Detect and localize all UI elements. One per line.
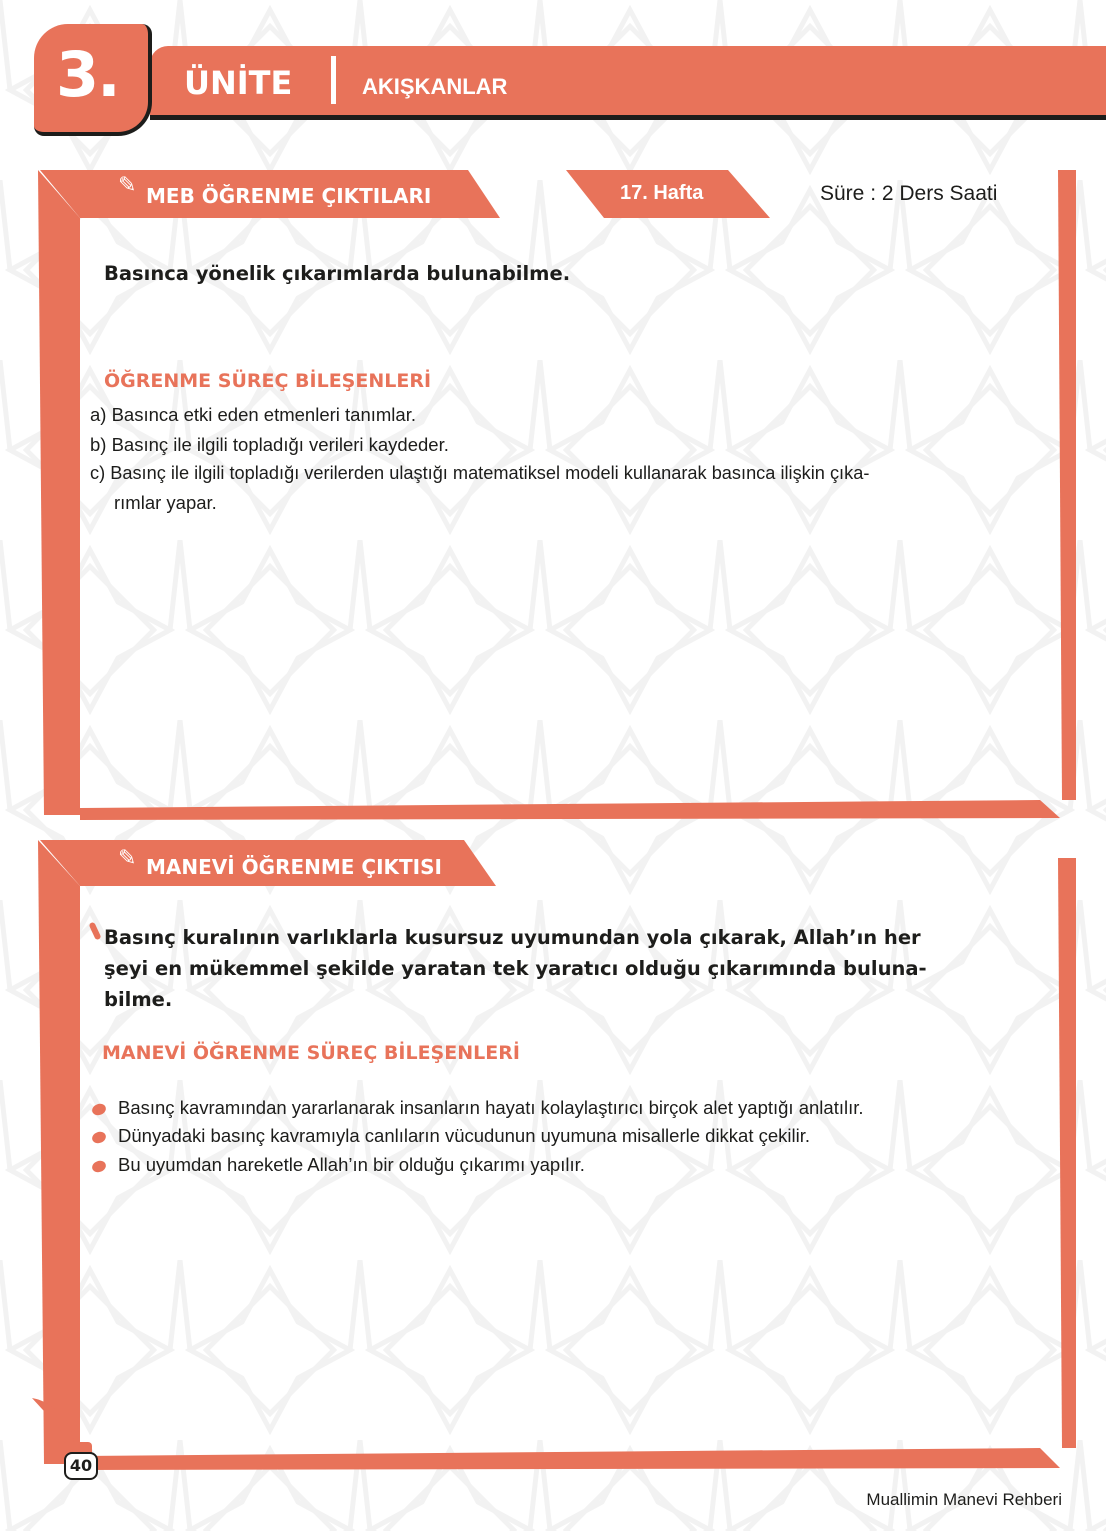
unit-number: 3. (56, 38, 119, 111)
manevi-tab-title: MANEVİ ÖĞRENME ÇIKTISI (146, 855, 442, 879)
meb-process-item: a) Basınca etki eden etmenleri tanımlar. (90, 404, 416, 425)
meb-process-item: b) Basınç ile ilgili topladığı verileri kaydeder. (90, 434, 449, 455)
manevi-process-item: Bu uyumdan hareketle Allah’ın bir olduğu çıkarımı yapılır. (118, 1154, 585, 1175)
meb-process-item: c) Basınç ile ilgili topladığı verilerden ulaştığı matematiksel modeli kullanarak basınca ilişkin çıka- (90, 463, 870, 483)
page-number: 40 (64, 1452, 98, 1480)
feather-icon: ✎ (118, 845, 137, 870)
week-label: 17. Hafta (620, 182, 704, 204)
manevi-process-item: Dünyadaki basınç kavramıyla canlıların vücudunun uyumuna misallerle dikkat çekilir. (118, 1125, 811, 1146)
meb-outcome: Basınca yönelik çıkarımlarda bulunabilme. (104, 262, 571, 285)
manevi-outcome-line: Basınç kuralının varlıklarla kusursuz uyumundan yola çıkarak, Allah’ın her (104, 926, 921, 949)
manevi-outcome-line: şeyi en mükemmel şekilde yaratan tek yaratıcı olduğu çıkarımında buluna- (104, 957, 927, 980)
manevi-process-item: Basınç kavramından yararlanarak insanların hayatı kolaylaştırıcı birçok alet yaptığı anlatılır. (118, 1097, 864, 1118)
unit-header-bar (150, 46, 1106, 120)
unit-label: ÜNİTE (184, 64, 293, 102)
duration-label: Süre : 2 Ders Saati (820, 182, 998, 205)
meb-tab-title: MEB ÖĞRENME ÇIKTILARI (146, 184, 432, 208)
feather-icon: ✎ (118, 172, 137, 197)
meb-process-title: ÖĞRENME SÜREÇ BİLEŞENLERİ (104, 370, 432, 392)
manevi-outcome-line: bilme. (104, 988, 173, 1011)
manevi-process-title: MANEVİ ÖĞRENME SÜREÇ BİLEŞENLERİ (102, 1042, 520, 1064)
book-title: Muallimin Manevi Rehberi (866, 1490, 1062, 1509)
meb-process-item-continued: rımlar yapar. (114, 492, 217, 513)
unit-topic: AKIŞKANLAR (362, 74, 508, 99)
header-separator (331, 56, 336, 104)
